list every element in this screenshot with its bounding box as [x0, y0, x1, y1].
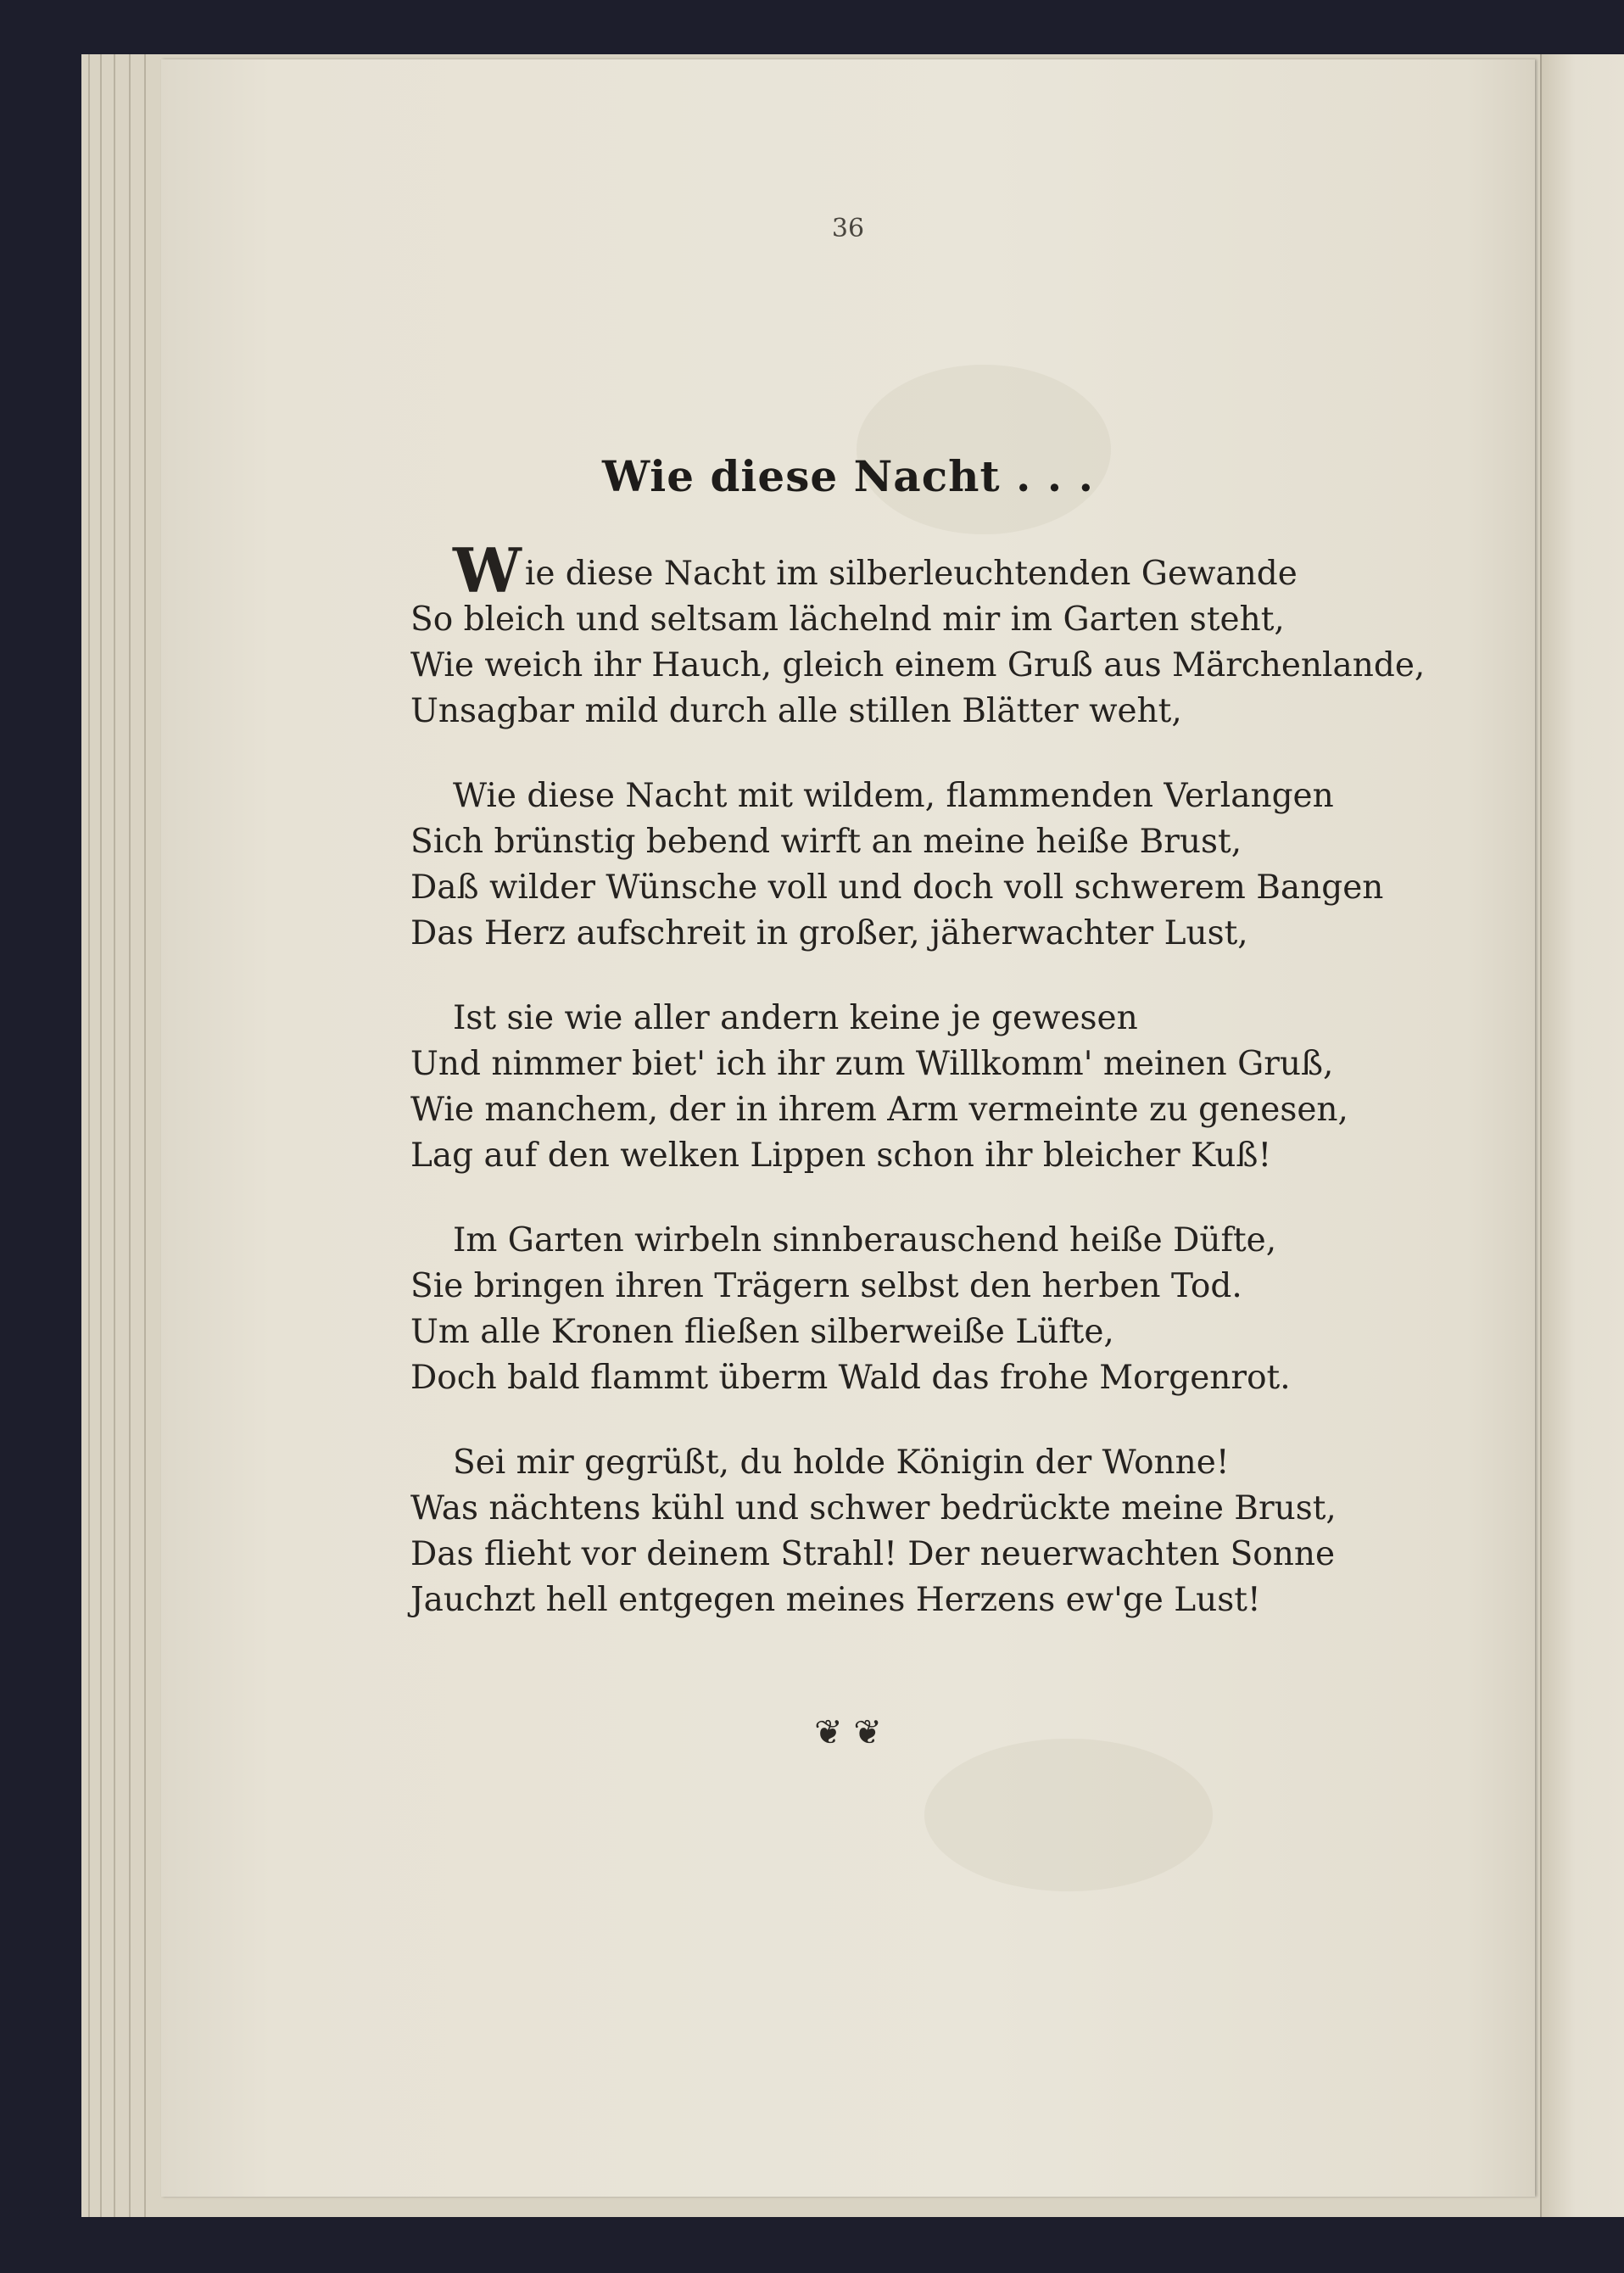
- stanza: [410, 773, 1552, 957]
- end-ornament-icon: ❦ ❦: [814, 1713, 882, 1752]
- poem-line: Das flieht vor deinem Strahl! Der neuerwachten Sonne: [410, 1535, 1336, 1573]
- poem-line: Was nächtens kühl und schwer bedrückte meine Brust,: [410, 1489, 1337, 1527]
- stanza: [410, 534, 1552, 734]
- page-number: 36: [831, 214, 865, 243]
- poem-line: Das Herz aufschreit in großer, jäherwachter Lust,: [410, 914, 1248, 952]
- poem-line: Sie bringen ihren Trägern selbst den herben Tod.: [410, 1267, 1242, 1305]
- poem-line: Um alle Kronen fließen silberweiße Lüfte,: [410, 1313, 1114, 1351]
- poem-line: Sei mir gegrüßt, du holde Königin der Wonne!: [453, 1444, 1230, 1482]
- drop-cap: W: [453, 534, 522, 606]
- poem-line: Doch bald flammt überm Wald das frohe Morgenrot.: [410, 1359, 1291, 1397]
- poem-line: Wie diese Nacht mit wildem, flammenden Verlangen: [453, 777, 1334, 815]
- poem-line: Unsagbar mild durch alle stillen Blätter weht,: [410, 692, 1182, 730]
- paper-stain: [857, 365, 1111, 534]
- stanza: [410, 1218, 1552, 1401]
- stanza: [410, 1440, 1552, 1623]
- poem-line: Daß wilder Wünsche voll und doch voll schwerem Bangen: [410, 868, 1384, 907]
- poem-line: Und nimmer biet' ich ihr zum Willkomm' meinen Gruß,: [410, 1045, 1334, 1083]
- book-spread: [81, 54, 1624, 2217]
- page-stack-edge: [129, 54, 131, 2217]
- poem-line: Jauchzt hell entgegen meines Herzens ew'ge Lust!: [410, 1581, 1261, 1619]
- poem-line: Wie diese Nacht im silberleuchtenden Gewande: [453, 534, 1298, 606]
- poem-line: Im Garten wirbeln sinnberauschend heiße Düfte,: [453, 1221, 1277, 1259]
- book-page: [161, 59, 1535, 2197]
- page-stack-edge: [114, 54, 115, 2217]
- poem-title: Wie diese Nacht . . .: [601, 451, 1095, 501]
- paper-stain: [924, 1739, 1213, 1891]
- facing-page-edge: [1540, 54, 1624, 2217]
- stanza: [410, 996, 1552, 1179]
- poem-line: Wie manchem, der in ihrem Arm vermeinte zu genesen,: [410, 1091, 1348, 1129]
- poem-line: So bleich und seltsam lächelnd mir im Garten steht,: [410, 600, 1285, 639]
- poem-body: [410, 534, 1552, 1662]
- page-stack-edge: [100, 54, 102, 2217]
- page-stack-edge: [88, 54, 90, 2217]
- poem-line: Wie weich ihr Hauch, gleich einem Gruß aus Märchenlande,: [410, 646, 1426, 684]
- poem-line: Sich brünstig bebend wirft an meine heiße Brust,: [410, 823, 1242, 861]
- poem-line: Ist sie wie aller andern keine je gewesen: [453, 999, 1138, 1037]
- page-stack-edge: [144, 54, 146, 2217]
- poem-line: Lag auf den welken Lippen schon ihr bleicher Kuß!: [410, 1136, 1272, 1175]
